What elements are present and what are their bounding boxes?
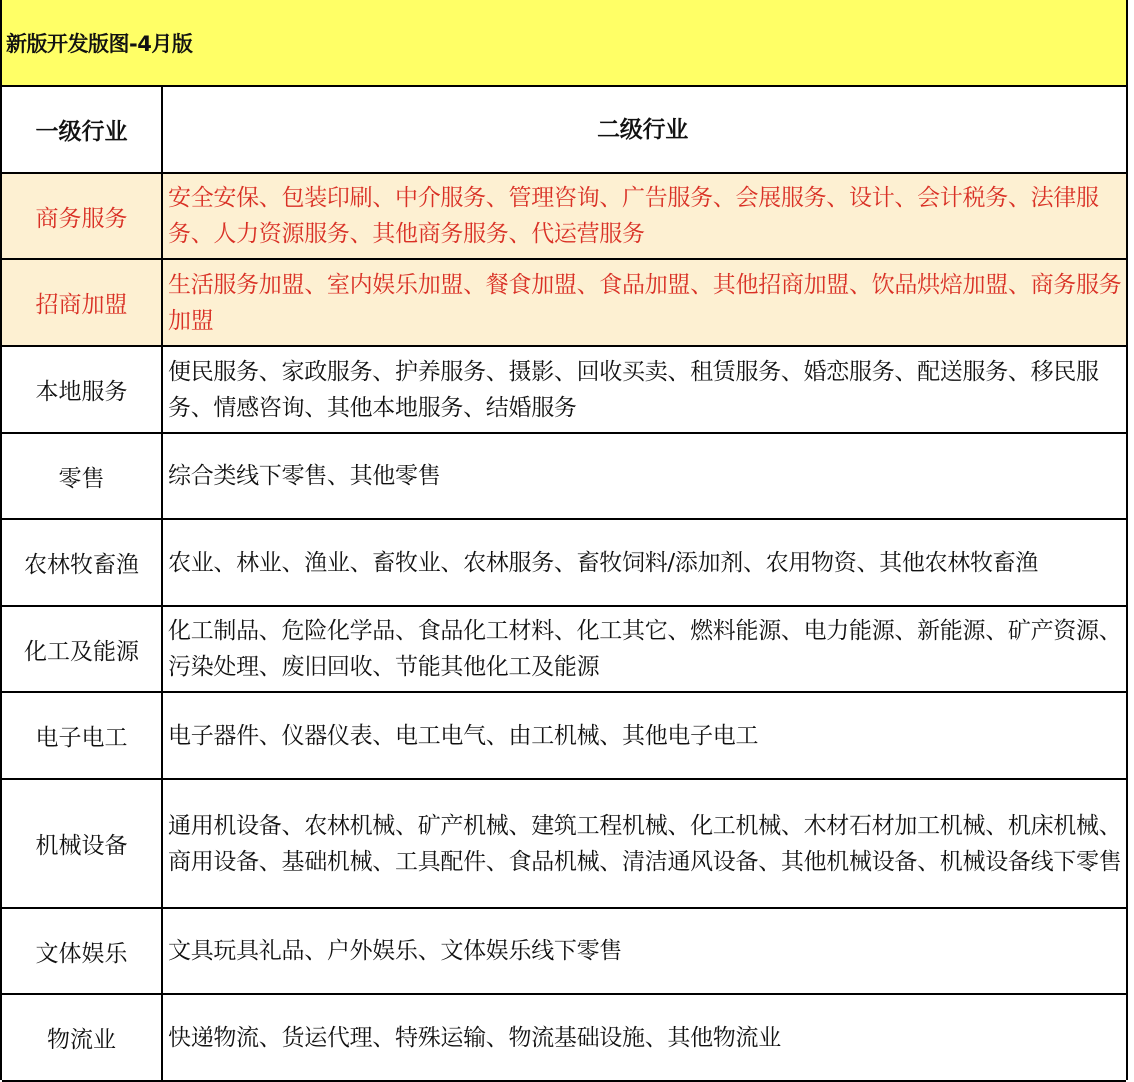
secondary-industry-cell: 化工制品、危险化学品、食品化工材料、化工其它、燃料能源、电力能源、新能源、矿产资源、污染处理、废旧回收、节能其他化工及能源 [162, 606, 1126, 692]
primary-industry-cell: 本地服务 [2, 346, 162, 433]
industry-table [2, 87, 1126, 1082]
header-primary-industry: 一级行业 [2, 87, 162, 173]
table-row [2, 606, 1126, 692]
secondary-industry-cell: 通用机设备、农林机械、矿产机械、建筑工程机械、化工机械、木材石材加工机械、机床机械、商用设备、基础机械、工具配件、食品机械、清洁通风设备、其他机械设备、机械设备线下零售 [162, 779, 1126, 908]
header-secondary-industry: 二级行业 [162, 87, 1126, 173]
secondary-industry-cell: 便民服务、家政服务、护养服务、摄影、回收买卖、租赁服务、婚恋服务、配送服务、移民服务、情感咨询、其他本地服务、结婚服务 [162, 346, 1126, 433]
primary-industry-cell: 零售 [2, 433, 162, 519]
table-row [2, 692, 1126, 779]
primary-industry-cell: 农林牧畜渔 [2, 519, 162, 606]
primary-industry-cell: 电子电工 [2, 692, 162, 779]
secondary-industry-cell: 安全安保、包装印刷、中介服务、管理咨询、广告服务、会展服务、设计、会计税务、法律服务、人力资源服务、其他商务服务、代运营服务 [162, 173, 1126, 259]
secondary-industry-cell: 快递物流、货运代理、特殊运输、物流基础设施、其他物流业 [162, 994, 1126, 1081]
table-row [2, 433, 1126, 519]
title-bar [2, 0, 1126, 87]
table-row [2, 994, 1126, 1081]
secondary-industry-cell: 电子器件、仪器仪表、电工电气、由工机械、其他电子电工 [162, 692, 1126, 779]
primary-industry-cell: 文体娱乐 [2, 908, 162, 994]
primary-industry-cell: 物流业 [2, 994, 162, 1081]
primary-industry-cell: 招商加盟 [2, 259, 162, 346]
sheet-title: 新版开发版图-4月版 [6, 32, 193, 56]
table-row [2, 173, 1126, 259]
table-row [2, 908, 1126, 994]
table-row [2, 346, 1126, 433]
primary-industry-cell: 化工及能源 [2, 606, 162, 692]
primary-industry-cell: 机械设备 [2, 779, 162, 908]
secondary-industry-cell: 综合类线下零售、其他零售 [162, 433, 1126, 519]
secondary-industry-cell: 生活服务加盟、室内娱乐加盟、餐食加盟、食品加盟、其他招商加盟、饮品烘焙加盟、商务服务加盟 [162, 259, 1126, 346]
primary-industry-cell: 商务服务 [2, 173, 162, 259]
table-row [2, 779, 1126, 908]
table-row [2, 519, 1126, 606]
secondary-industry-cell: 农业、林业、渔业、畜牧业、农林服务、畜牧饲料/添加剂、农用物资、其他农林牧畜渔 [162, 519, 1126, 606]
secondary-industry-cell: 文具玩具礼品、户外娱乐、文体娱乐线下零售 [162, 908, 1126, 994]
table-header-row [2, 87, 1126, 173]
table-row [2, 259, 1126, 346]
